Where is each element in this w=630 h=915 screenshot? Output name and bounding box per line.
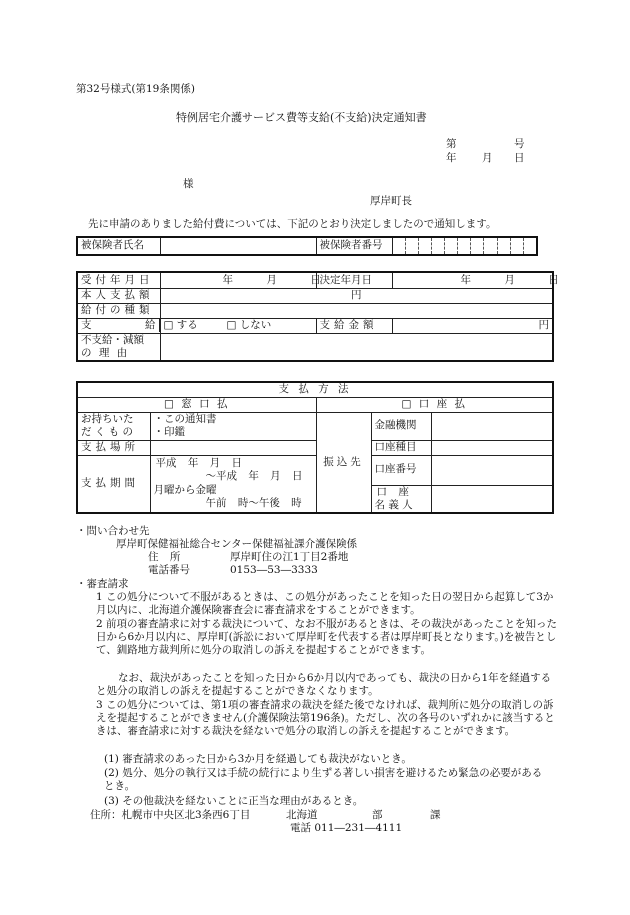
decision-month: 月 [504, 273, 515, 286]
decision-day: 日 [548, 273, 559, 286]
window-payment-option[interactable]: □ 窓 口 払 [77, 397, 316, 412]
account-payment-option[interactable]: □ 口 座 払 [316, 397, 553, 412]
benefit-type-field[interactable] [160, 303, 553, 318]
appeal-p3: 3 この処分については、第1項の審査請求の裁決を経た後でなければ、裁判所に処分の取消しの訴えを提起することができません(介護保険法第196条)。ただし、次の各号のいずれかに該当するときは、審査請求に対する裁決を経ないで処分の取消しの訴えを提起することができます。 [96, 699, 555, 737]
doc-no-go: 号 [514, 138, 525, 150]
decision-date-field[interactable] [392, 272, 559, 288]
appeal-p2: 2 前項の審査請求に対する裁決について、なお不服があるときは、その裁決があったことを知った日から6か月以内に、厚岸町(訴訟において厚岸町を代表する者は厚岸町長となります。)を被告として、釧路地方裁判所に処分の取消しの訴えを提起することができます。 [96, 618, 557, 656]
payment-amount-field[interactable] [392, 318, 553, 333]
footer-ka: 課 [430, 809, 441, 821]
reason-field[interactable] [160, 333, 553, 361]
decision-table [76, 271, 559, 362]
footer-pref: 北海道 [286, 809, 318, 821]
payment-period-label: 支払期間 [77, 455, 150, 513]
account-number-field[interactable] [431, 455, 553, 485]
insured-number-label: 被保険者番号 [316, 237, 392, 255]
account-holder-label [371, 485, 431, 513]
receipt-year: 年 [222, 273, 233, 286]
decision-date-label: 決定年月日 [316, 272, 392, 288]
bank-label: 金融機関 [371, 412, 431, 440]
period-line3: 月曜から金曜 [153, 483, 217, 496]
appeal-heading: ・審査請求 [76, 578, 129, 590]
reason-label-line2: の 理 由 [81, 346, 130, 359]
appeal-p1: 1 この処分について不服があるときは、この処分があったことを知った日の翌日から起算して3か月以内に、北海道介護保険審査会に審査請求をすることができます。 [96, 591, 554, 616]
receipt-day: 日 [310, 273, 321, 286]
payment-label-left: 支 [81, 318, 92, 331]
period-line2: ～平成 年 月 日 [205, 470, 303, 483]
payment-method-header: 支 払 方 法 [77, 382, 553, 397]
bring-items-label [77, 412, 150, 440]
decision-year: 年 [460, 273, 471, 286]
footer-address: 住所：札幌市中央区北3条西6丁目 [90, 809, 251, 821]
appeal-item1: (1) 審査請求のあった日から3か月を経過しても裁決がないとき。 [104, 753, 412, 765]
insured-name-label: 被保険者氏名 [77, 237, 160, 255]
period-line4: 午前 時～午後 時 [205, 497, 302, 510]
bring-items-label-line2: だ く も の [81, 426, 134, 438]
payment-amount-label: 支給金額 [316, 318, 392, 333]
account-number-label: 口座番号 [371, 455, 431, 485]
reason-label-line1: 不支給・減額 [81, 333, 144, 346]
option-no-checkbox[interactable]: □ しない [226, 318, 272, 331]
contact-office: 厚岸町保健福祉総合センター保健福祉課介護保険係 [116, 538, 358, 550]
insured-name-field[interactable] [160, 237, 316, 255]
reason-label [77, 333, 160, 361]
period-line1: 平成 年 月 日 [155, 456, 243, 469]
doc-date-day: 日 [514, 152, 525, 164]
appeal-item3: (3) その他裁決を経ないことに正当な理由があるとき。 [104, 795, 364, 807]
appeal-p2b: なお、裁決があったことを知った日から6か月以内であっても、裁決の日から1年を経過すると処分の取消しの訴えを提起することができなくなります。 [96, 672, 552, 697]
bank-field[interactable] [431, 412, 553, 440]
appeal-item2: (2) 処分、処分の執行又は手続の続行により生ずる著しい損害を避けるため緊急の必要があるとき。 [104, 767, 543, 792]
payment-place-label: 支払場所 [77, 440, 150, 455]
page-title: 特例居宅介護サービス費等支給(不支給)決定通知書 [176, 111, 427, 124]
contact-phone-label: 電話番号 [148, 564, 190, 576]
insured-number-field[interactable] [392, 237, 537, 255]
account-type-field[interactable] [431, 440, 553, 455]
doc-date-year: 年 [446, 152, 457, 164]
insured-table [76, 236, 538, 256]
contact-address: 厚岸町住の江1丁目2番地 [230, 551, 349, 563]
form-number: 第32号様式(第19条関係) [76, 83, 195, 95]
payment-place-field[interactable] [150, 440, 316, 455]
receipt-month: 月 [266, 273, 277, 286]
contact-heading: ・問い合わせ先 [76, 525, 150, 537]
issuer: 厚岸町長 [370, 195, 412, 207]
bring-item: ・この通知書 [153, 413, 217, 425]
payment-period-field [150, 455, 316, 513]
self-pay-unit: 円 [351, 288, 362, 301]
benefit-type-label: 給付の種類 [77, 303, 160, 318]
account-holder-label-line2: 名 義 人 [374, 498, 413, 511]
bring-items-label-line1: お持ちいた [81, 413, 134, 425]
intro-text: 先に申請のありました給付費については、下記のとおり決定しましたので通知します。 [88, 218, 497, 230]
account-holder-field[interactable] [431, 485, 553, 513]
payment-options [160, 318, 316, 333]
bring-item: ・印鑑 [153, 426, 185, 438]
self-pay-field[interactable] [160, 288, 553, 303]
self-pay-label: 本人支払額 [77, 288, 160, 303]
footer-bu: 部 [372, 809, 383, 821]
payment-method-table [76, 381, 554, 514]
payment-label-right: 給 [145, 318, 156, 331]
option-yes-checkbox[interactable]: □ する [163, 318, 198, 331]
payment-amount-unit: 円 [538, 318, 549, 331]
transfer-label: 振込先 [316, 412, 371, 513]
doc-no-dai: 第 [446, 138, 457, 150]
account-holder-label-line1: 口 座 [376, 485, 413, 498]
addressee-suffix: 様 [183, 178, 194, 190]
doc-date-month: 月 [482, 152, 493, 164]
receipt-date-label: 受付年月日 [77, 272, 160, 288]
contact-address-label: 住 所 [148, 551, 185, 563]
footer-phone: 電話 011―231―4111 [290, 822, 403, 834]
payment-label [78, 319, 160, 332]
contact-phone: 0153―53―3333 [230, 564, 318, 576]
account-type-label: 口座種目 [371, 440, 431, 455]
receipt-date-field[interactable] [160, 272, 321, 288]
bring-items-list [150, 412, 316, 440]
